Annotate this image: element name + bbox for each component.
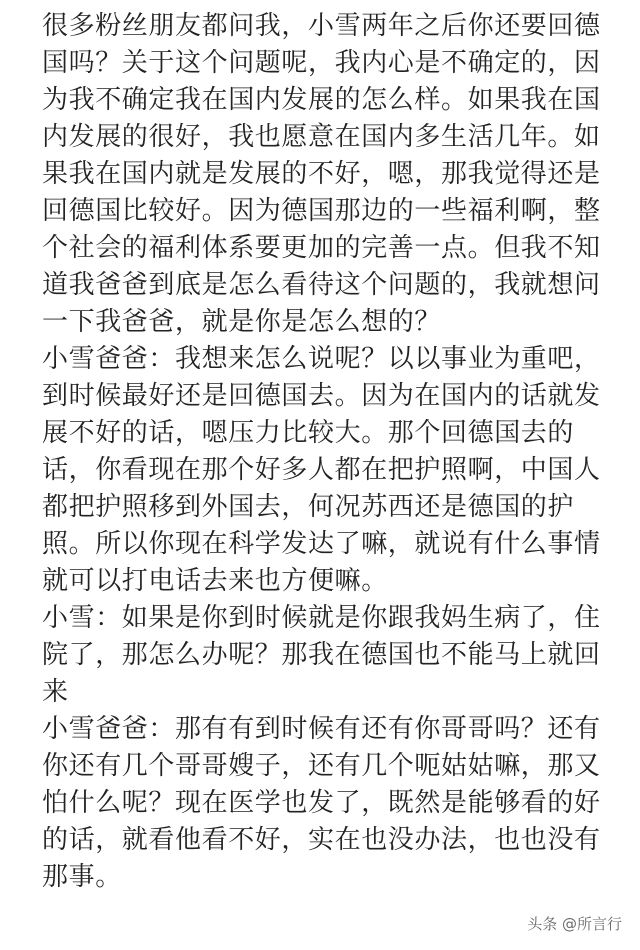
source-watermark (527, 913, 622, 934)
paragraph: 小雪爸爸：我想来怎么说呢？以以事业为重吧，到时候最好还是回德国去。因为在国内的话就发展不好的话，嗯压力比较大。那个回德国去的话，你看现在那个好多人都在把护照啊，中国人都把护照移到外国去，何况苏西还是德国的护照。所以你现在科学发达了嘛，就说有什么事情就可以打电话去来也方便嘛。 (42, 344, 601, 596)
paragraph: 小雪：如果是你到时候就是你跟我妈生病了，住院了，那怎么办呢？那我在德国也不能马上就回来 (42, 603, 601, 707)
paragraph: 小雪爸爸：那有有到时候有还有你哥哥吗？还有你还有几个哥哥嫂子，还有几个呃姑姑嘛，那又怕什么呢？现在医学也发了，既然是能够看的好的话，就看他看不好，实在也没办法，也也没有那事。 (42, 714, 601, 892)
article-body (0, 8, 640, 896)
watermark-text: 头条 @所言行 (527, 915, 622, 933)
paragraph: 很多粉丝朋友都问我，小雪两年之后你还要回德国吗？关于这个问题呢，我内心是不确定的，因为我不确定我在国内发展的怎么样。如果我在国内发展的很好，我也愿意在国内多生活几年。如果我在国内就是发展的不好，嗯，那我觉得还是回德国比较好。因为德国那边的一些福利啊，整个社会的福利体系要更加的完善一点。但我不知道我爸爸到底是怎么看待这个问题的，我就想问一下我爸爸，就是你是怎么想的？ (42, 11, 601, 337)
